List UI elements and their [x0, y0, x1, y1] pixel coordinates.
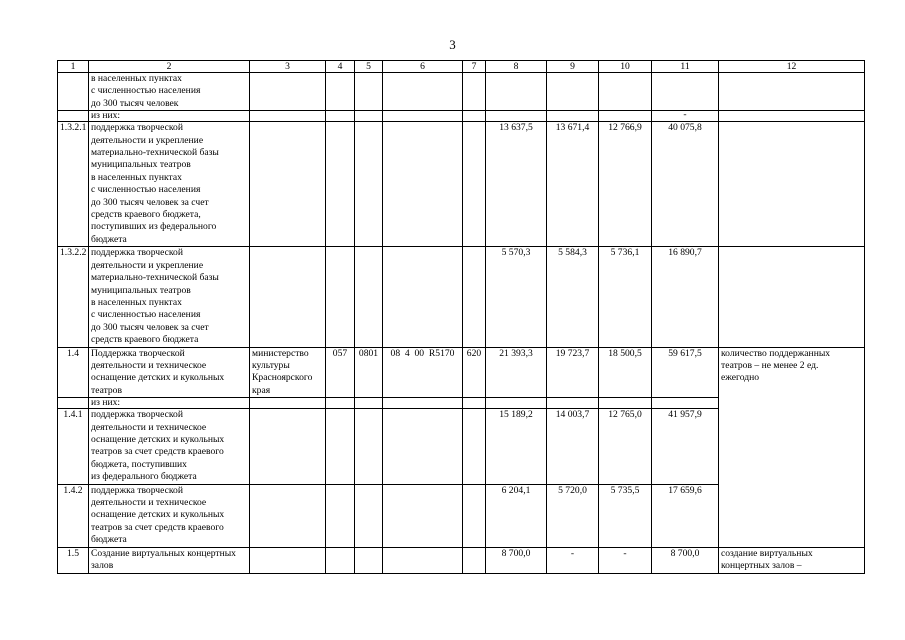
column-header-8: 8: [486, 61, 547, 73]
value-2020: 5 584,3: [547, 247, 599, 347]
code-csr-cell: [383, 73, 463, 111]
result-cell: [719, 122, 865, 247]
value-cell: [652, 73, 719, 111]
row-number: 1.3.2.2: [58, 247, 89, 347]
row-number: 1.4.2: [58, 484, 89, 547]
code-vr-cell: [463, 247, 486, 347]
value-cell: [547, 73, 599, 111]
code-rzpr-cell: [355, 398, 383, 409]
value-2019: 21 393,3: [486, 347, 547, 398]
result-cell: [719, 247, 865, 347]
code-vr-cell: [463, 73, 486, 111]
value-total: 8 700,0: [652, 547, 719, 573]
value-cell: [486, 111, 547, 122]
row-number: [58, 111, 89, 122]
code-vr-cell: 620: [463, 347, 486, 398]
code-vr-cell: [463, 111, 486, 122]
row-number: 1.4.1: [58, 409, 89, 484]
column-header-3: 3: [250, 61, 326, 73]
row-name: из них:: [89, 398, 250, 409]
row-name: поддержка творческой деятельности и укрепление материально-технической базы муниципальных театров в населенных пунктах с численностью населения до 300 тысяч человек за счет средств краевого бюджета, поступивших из федерального бюджета: [89, 122, 250, 247]
row-number: 1.4: [58, 347, 89, 398]
row-name: поддержка творческой деятельности и техническое оснащение детских и кукольных театров за счет средств краевого бюджета, поступивших из федерального бюджета: [89, 409, 250, 484]
value-2020: 14 003,7: [547, 409, 599, 484]
value-2020: -: [547, 547, 599, 573]
value-2021: 12 765,0: [599, 409, 652, 484]
result-cell: создание виртуальных концертных залов –: [719, 547, 865, 573]
column-header-2: 2: [89, 61, 250, 73]
column-header-5: 5: [355, 61, 383, 73]
table-row-continued: [58, 73, 865, 111]
value-2019: 13 637,5: [486, 122, 547, 247]
value-cell: [652, 111, 719, 122]
value-total: 17 659,6: [652, 484, 719, 547]
value-2019: 15 189,2: [486, 409, 547, 484]
value-cell: [599, 398, 652, 409]
row-name: Поддержка творческой деятельности и техническое оснащение детских и кукольных театров: [89, 347, 250, 398]
table-row: [58, 122, 865, 247]
executor-cell: [250, 547, 326, 573]
code-vr-cell: [463, 484, 486, 547]
executor-cell: [250, 111, 326, 122]
code-grbs-cell: [326, 122, 355, 247]
table-row-subtotal-label: [58, 111, 865, 122]
value-2019: 5 570,3: [486, 247, 547, 347]
value-cell: [486, 398, 547, 409]
executor-cell: [250, 122, 326, 247]
row-name: поддержка творческой деятельности и техническое оснащение детских и кукольных театров за счет средств краевого бюджета: [89, 484, 250, 547]
code-csr-cell: [383, 398, 463, 409]
code-csr-cell: [383, 247, 463, 347]
value-cell: [652, 398, 719, 409]
row-number: [58, 398, 89, 409]
code-grbs-cell: [326, 398, 355, 409]
result-cell: количество поддержанных театров – не менее 2 ед. ежегодно: [719, 347, 865, 547]
code-grbs-cell: [326, 73, 355, 111]
executor-cell: [250, 484, 326, 547]
executor-cell: [250, 73, 326, 111]
table-row: [58, 247, 865, 347]
executor-cell: [250, 409, 326, 484]
code-rzpr-cell: [355, 409, 383, 484]
value-cell: [599, 111, 652, 122]
column-header-4: 4: [326, 61, 355, 73]
code-csr-cell: [383, 409, 463, 484]
column-header-9: 9: [547, 61, 599, 73]
code-grbs-cell: [326, 247, 355, 347]
value-2021: -: [599, 547, 652, 573]
code-rzpr-cell: 0801: [355, 347, 383, 398]
value-2020: 13 671,4: [547, 122, 599, 247]
code-csr-cell: [383, 484, 463, 547]
code-vr-cell: [463, 547, 486, 573]
code-csr-cell: [383, 547, 463, 573]
table-row: [58, 547, 865, 573]
value-2021: 5 736,1: [599, 247, 652, 347]
budget-table: [57, 60, 865, 574]
column-header-7: 7: [463, 61, 486, 73]
column-number-row: [58, 61, 865, 73]
column-header-6: 6: [383, 61, 463, 73]
value-2020: 5 720,0: [547, 484, 599, 547]
row-name: поддержка творческой деятельности и укрепление материально-технической базы муниципальных театров в населенных пунктах с численностью населения до 300 тысяч человек за счет средств краевого бюджета: [89, 247, 250, 347]
column-header-1: 1: [58, 61, 89, 73]
row-number: 1.3.2.1: [58, 122, 89, 247]
result-cell: [719, 111, 865, 122]
code-rzpr-cell: [355, 547, 383, 573]
code-vr-cell: [463, 122, 486, 247]
code-rzpr-cell: [355, 111, 383, 122]
code-grbs-cell: [326, 484, 355, 547]
code-csr-cell: 08 4 00 R5170: [383, 347, 463, 398]
result-cell: [719, 73, 865, 111]
code-grbs-cell: [326, 547, 355, 573]
value-total: 16 890,7: [652, 247, 719, 347]
value-2021: 12 766,9: [599, 122, 652, 247]
value-2019: 8 700,0: [486, 547, 547, 573]
code-grbs-cell: 057: [326, 347, 355, 398]
executor-cell: [250, 247, 326, 347]
page-number: 3: [449, 37, 456, 52]
value-2020: 19 723,7: [547, 347, 599, 398]
row-number: [58, 73, 89, 111]
code-csr-cell: [383, 111, 463, 122]
column-header-10: 10: [599, 61, 652, 73]
code-grbs-cell: [326, 111, 355, 122]
row-number: 1.5: [58, 547, 89, 573]
code-rzpr-cell: [355, 484, 383, 547]
code-vr-cell: [463, 409, 486, 484]
executor-cell: министерство культуры Красноярского края: [250, 347, 326, 398]
value-2019: 6 204,1: [486, 484, 547, 547]
value-total: 59 617,5: [652, 347, 719, 398]
executor-cell: [250, 398, 326, 409]
value-2021: 18 500,5: [599, 347, 652, 398]
row-name: Создание виртуальных концертных залов: [89, 547, 250, 573]
code-grbs-cell: [326, 409, 355, 484]
code-rzpr-cell: [355, 73, 383, 111]
code-csr-cell: [383, 122, 463, 247]
table-row: [58, 347, 865, 398]
value-2021: 5 735,5: [599, 484, 652, 547]
column-header-11: 11: [652, 61, 719, 73]
row-name: в населенных пунктах с численностью населения до 300 тысяч человек: [89, 73, 250, 111]
column-header-12: 12: [719, 61, 865, 73]
code-vr-cell: [463, 398, 486, 409]
value-total: 41 957,9: [652, 409, 719, 484]
value-total: 40 075,8: [652, 122, 719, 247]
code-rzpr-cell: [355, 247, 383, 347]
value-cell: [547, 398, 599, 409]
value-cell: [547, 111, 599, 122]
value-cell: [599, 73, 652, 111]
row-name: из них:: [89, 111, 250, 122]
dash-mark: -: [683, 110, 687, 121]
value-cell: [486, 73, 547, 111]
code-rzpr-cell: [355, 122, 383, 247]
